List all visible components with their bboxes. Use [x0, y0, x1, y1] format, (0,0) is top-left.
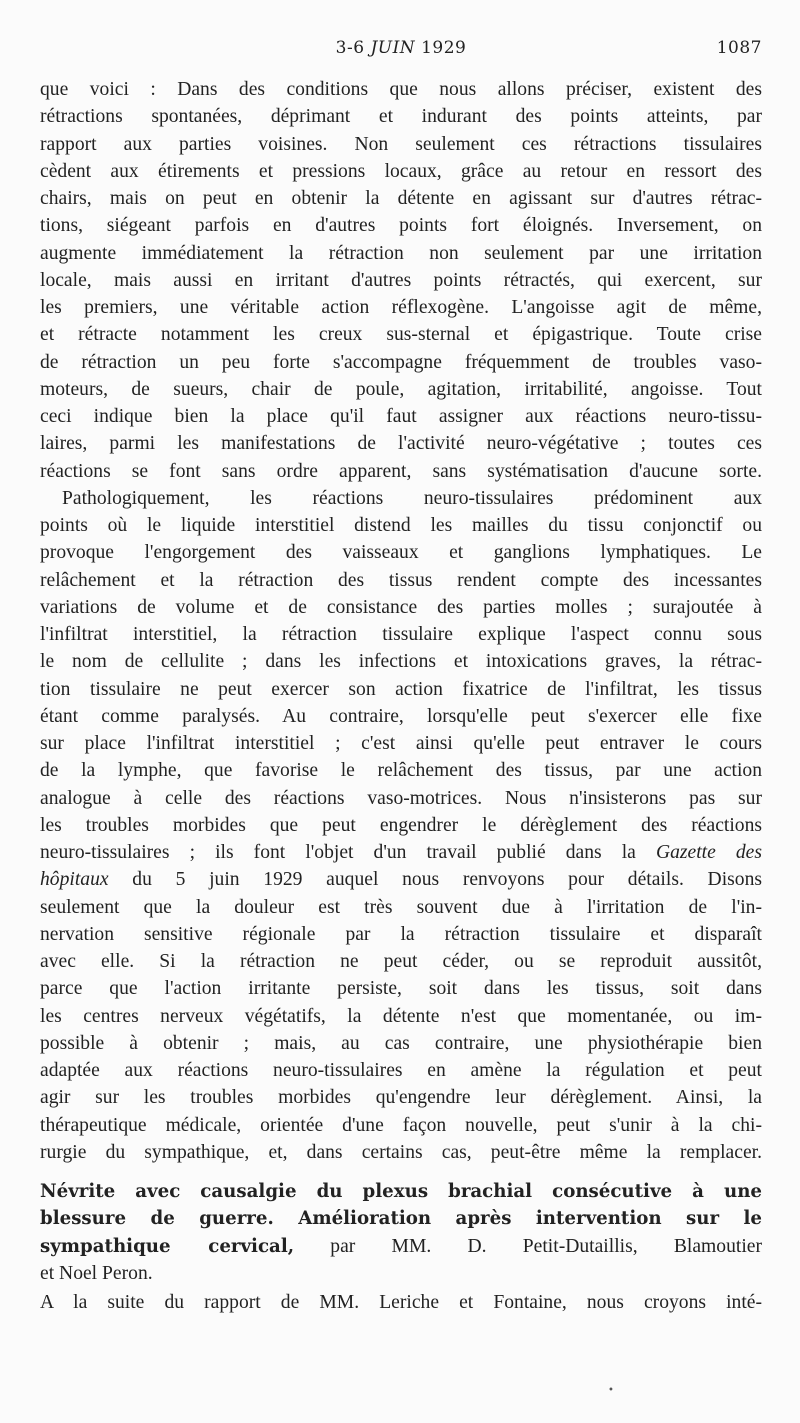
text-line: variations de volume et de consistance des parties molles ; surajoutée à: [40, 596, 762, 618]
text-line: les troubles morbides que peut engendrer le dérèglement des réactions: [40, 814, 762, 836]
text-line: rapport aux parties voisines. Non seulement ces rétractions tissulaires: [40, 133, 762, 155]
text-line: parce que l'action irritante persiste, soit dans les tissus, soit dans: [40, 978, 762, 1000]
text-line: seulement que la douleur est très souvent due à l'irritation de l'in-: [40, 896, 762, 918]
text-line: points où le liquide interstitiel distend les mailles du tissu conjonctif ou: [40, 515, 762, 536]
text-line: les centres nerveux végétatifs, la détente n'est que momentanée, ou im-: [40, 1005, 762, 1027]
text-line: et rétracte notamment les creux sus-sternal et épigastrique. Toute crise: [40, 324, 762, 346]
text-line: analogue à celle des réactions vaso-motrices. Nous n'insisterons pas sur: [40, 787, 762, 809]
paragraph-1: [40, 76, 762, 485]
text-line: chairs, mais on peut en obtenir la détente en agissant sur d'autres rétrac-: [40, 188, 762, 209]
text-line: cèdent aux étirements et pressions locaux, grâce au retour en ressort des: [40, 160, 762, 182]
text-line: thérapeutique médicale, orientée d'une façon nouvelle, peut s'unir à la chi-: [40, 1114, 762, 1136]
running-header: [40, 38, 762, 62]
header-date-prefix: 3-6: [335, 38, 365, 58]
text-line: étant comme paralysés. Au contraire, lorsqu'elle peut s'exercer elle fixe: [40, 705, 762, 727]
heading-line: [40, 1233, 762, 1260]
text-line: A la suite du rapport de MM. Leriche et Fontaine, nous croyons inté-: [40, 1292, 762, 1313]
text-line: sur place l'infiltrat interstitiel ; c'est ainsi qu'elle peut entraver le cours: [40, 733, 762, 754]
text-line: locale, mais aussi en irritant d'autres points rétractés, qui exercent, sur: [40, 269, 762, 291]
text-line: de rétraction un peu forte s'accompagne fréquemment de troubles vaso-: [40, 351, 762, 373]
text-line: avec elle. Si la rétraction ne peut céder, ou se reproduit aussitôt,: [40, 951, 762, 972]
text-line: augmente immédiatement la rétraction non seulement par une irritation: [40, 242, 762, 264]
heading-line: Névrite avec causalgie du plexus brachial consécutive à une: [40, 1181, 762, 1202]
text-line: nervation sensitive régionale par la rétraction tissulaire et disparaît: [40, 923, 762, 945]
header-year: 1929: [421, 38, 467, 58]
text-line: tion tissulaire ne peut exercer son action fixatrice de l'infiltrat, les tissus: [40, 678, 762, 700]
journal-title-part: Gazette des: [655, 842, 762, 863]
text-line: réactions se font sans ordre apparent, sans systématisation d'aucune sorte.: [40, 460, 762, 482]
heading-authors: par MM. D. Petit-Dutaillis, Blamoutier: [294, 1235, 762, 1257]
text-line: adaptée aux réactions neuro-tissulaires en amène la régulation et peut: [40, 1060, 762, 1081]
text-line: de la lymphe, que favorise le relâchement des tissus, par une action: [40, 760, 762, 782]
text-line: agir sur les troubles morbides qu'engendre leur dérèglement. Ainsi, la: [40, 1087, 762, 1109]
text-line: moteurs, de sueurs, chair de poule, agitation, irritabilité, angoisse. Tout: [40, 378, 762, 400]
text-line: l'infiltrat interstitiel, la rétraction tissulaire explique l'aspect connu sous: [40, 624, 762, 645]
section-heading: [40, 1178, 762, 1287]
text-line: rétractions spontanées, déprimant et indurant des points atteints, par: [40, 106, 762, 128]
text-line: les premiers, une véritable action réflexogène. L'angoisse agit de même,: [40, 297, 762, 318]
line-text: du 5 juin 1929 auquel nous renvoyons pour détails. Disons: [108, 869, 762, 891]
running-title: [40, 38, 762, 58]
journal-title-part: hôpitaux: [40, 869, 109, 891]
article-body: [40, 76, 762, 1316]
text-line: relâchement et la rétraction des tissus rendent compte des incessantes: [40, 569, 762, 591]
header-month: JUIN: [370, 38, 416, 58]
heading-line: et Noel Peron.: [40, 1262, 153, 1284]
line-text: neuro-tissulaires ; ils font l'objet d'un travail publié dans la: [40, 842, 636, 863]
heading-bold: sympathique cervical,: [40, 1235, 295, 1257]
page-mark: •: [608, 1385, 614, 1396]
text-line: ceci indique bien la place qu'il faut assigner aux réactions neuro-tissu-: [40, 406, 762, 427]
text-line: rurgie du sympathique, et, dans certains cas, peut-être même la remplacer.: [40, 1141, 762, 1163]
text-line: [40, 866, 762, 893]
text-line: que voici : Dans des conditions que nous allons préciser, existent des: [40, 79, 762, 100]
text-line: possible à obtenir ; mais, au cas contraire, une physiothérapie bien: [40, 1032, 762, 1054]
text-line: tions, siégeant parfois en d'autres points fort éloignés. Inversement, on: [40, 215, 762, 237]
page-number: 1087: [716, 38, 762, 58]
text-line: Pathologiquement, les réactions neuro-tissulaires prédominent aux: [62, 487, 762, 509]
text-line: provoque l'engorgement des vaisseaux et ganglions lymphatiques. Le: [40, 542, 762, 564]
paragraph-2: [40, 485, 762, 1166]
text-line: le nom de cellulite ; dans les infections et intoxications graves, la rétrac-: [40, 651, 762, 673]
text-line: [40, 839, 762, 866]
text-line: laires, parmi les manifestations de l'activité neuro-végétative ; toutes ces: [40, 433, 762, 455]
heading-line: blessure de guerre. Amélioration après intervention sur le: [40, 1208, 762, 1230]
